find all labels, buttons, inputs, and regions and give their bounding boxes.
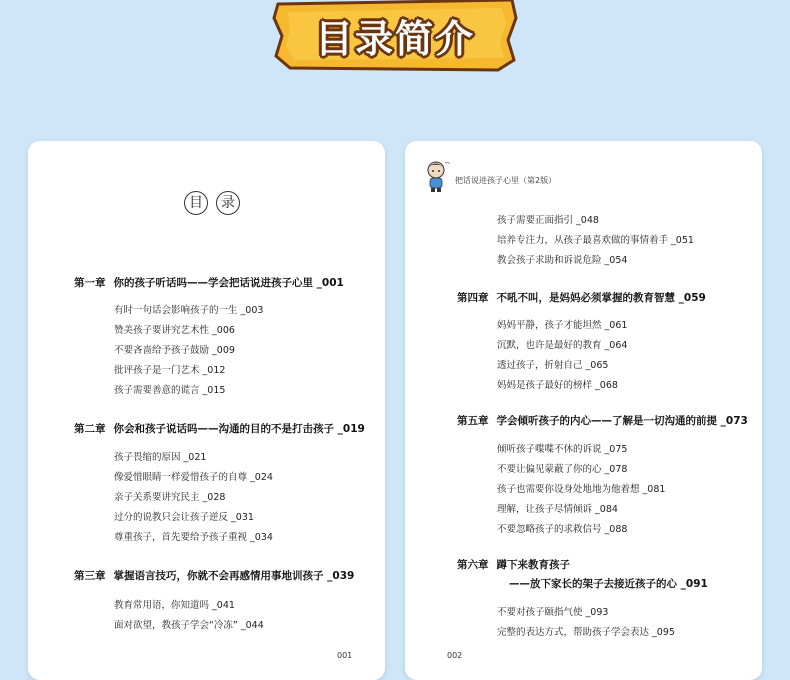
toc-entry: 过分的说教只会让孩子逆反 _031 (114, 512, 254, 523)
toc-entry: 面对欲望，教孩子学会“冷冻” _044 (114, 620, 264, 631)
toc-entry: 孩子也需要你设身处地地为他着想 _081 (497, 484, 666, 495)
toc-entry: 不要对孩子颐指气使 _093 (497, 607, 609, 618)
chapter-heading: 第二章 你会和孩子说话吗——沟通的目的不是打击孩子 _019 (74, 423, 365, 435)
toc-entry: 亲子关系要讲究民主 _028 (114, 492, 226, 503)
title-banner (270, 0, 520, 72)
toc-entry: 不要忽略孩子的求救信号 _088 (497, 524, 628, 535)
page-number: 001 (337, 651, 353, 660)
toc-entry: 教会孩子求助和诉说危险 _054 (497, 255, 628, 266)
toc-heading (184, 191, 240, 215)
toc-heading-char: 录 (216, 191, 240, 215)
toc-entry: 有时一句话会影响孩子的一生 _003 (114, 305, 264, 316)
chapter-heading: 第一章 你的孩子听话吗——学会把话说进孩子心里 _001 (74, 277, 344, 289)
toc-entry: 赞美孩子要讲究艺术性 _006 (114, 325, 235, 336)
toc-entry: 孩子需要正面指引 _048 (497, 215, 599, 226)
chapter-heading: 第五章 学会倾听孩子的内心——了解是一切沟通的前提 _073 (457, 415, 748, 427)
toc-entry: 批评孩子是一门艺术 _012 (114, 365, 226, 376)
toc-entry: 像爱惜眼睛一样爱惜孩子的自尊 _024 (114, 472, 273, 483)
toc-entry: 理解，让孩子尽情倾诉 _084 (497, 504, 618, 515)
toc-entry: 培养专注力，从孩子最喜欢做的事情着手 _051 (497, 235, 694, 246)
chapter-heading: 第四章 不吼不叫，是妈妈必须掌握的教育智慧 _059 (457, 292, 706, 304)
toc-entry: 妈妈平静，孩子才能坦然 _061 (497, 320, 628, 331)
toc-entry: 孩子畏缩的原因 _021 (114, 452, 207, 463)
toc-entry: 尊重孩子，首先要给予孩子重视 _034 (114, 532, 273, 543)
chapter-heading: 第六章 蹲下来教育孩子 (457, 559, 570, 571)
toc-entry: 孩子需要善意的谎言 _015 (114, 385, 226, 396)
running-header: 把话说进孩子心里（第2版） (455, 176, 557, 185)
toc-entry: 倾听孩子喋喋不休的诉说 _075 (497, 444, 628, 455)
toc-entry: 透过孩子，折射自己 _065 (497, 360, 609, 371)
page-number: 002 (447, 651, 463, 660)
right-page (405, 141, 762, 680)
toc-entry: 完整的表达方式，帮助孩子学会表达 _095 (497, 627, 675, 638)
toc-entry: 沉默，也许是最好的教育 _064 (497, 340, 628, 351)
toc-entry: 不要让偏见蒙蔽了你的心 _078 (497, 464, 628, 475)
left-page (28, 141, 385, 680)
chapter-heading: 第三章 掌握语言技巧，你就不会再感情用事地训孩子 _039 (74, 570, 355, 582)
toc-entry: 不要吝啬给予孩子鼓励 _009 (114, 345, 235, 356)
chapter-subtitle: ——放下家长的架子去接近孩子的心 _091 (509, 578, 708, 590)
toc-entry: 妈妈是孩子最好的榜样 _068 (497, 380, 618, 391)
toc-heading-char: 目 (184, 191, 208, 215)
banner-title: 目录简介 (314, 17, 475, 61)
toc-entry: 教育常用语，你知道吗 _041 (114, 600, 235, 611)
child-illustration-icon (423, 159, 453, 193)
